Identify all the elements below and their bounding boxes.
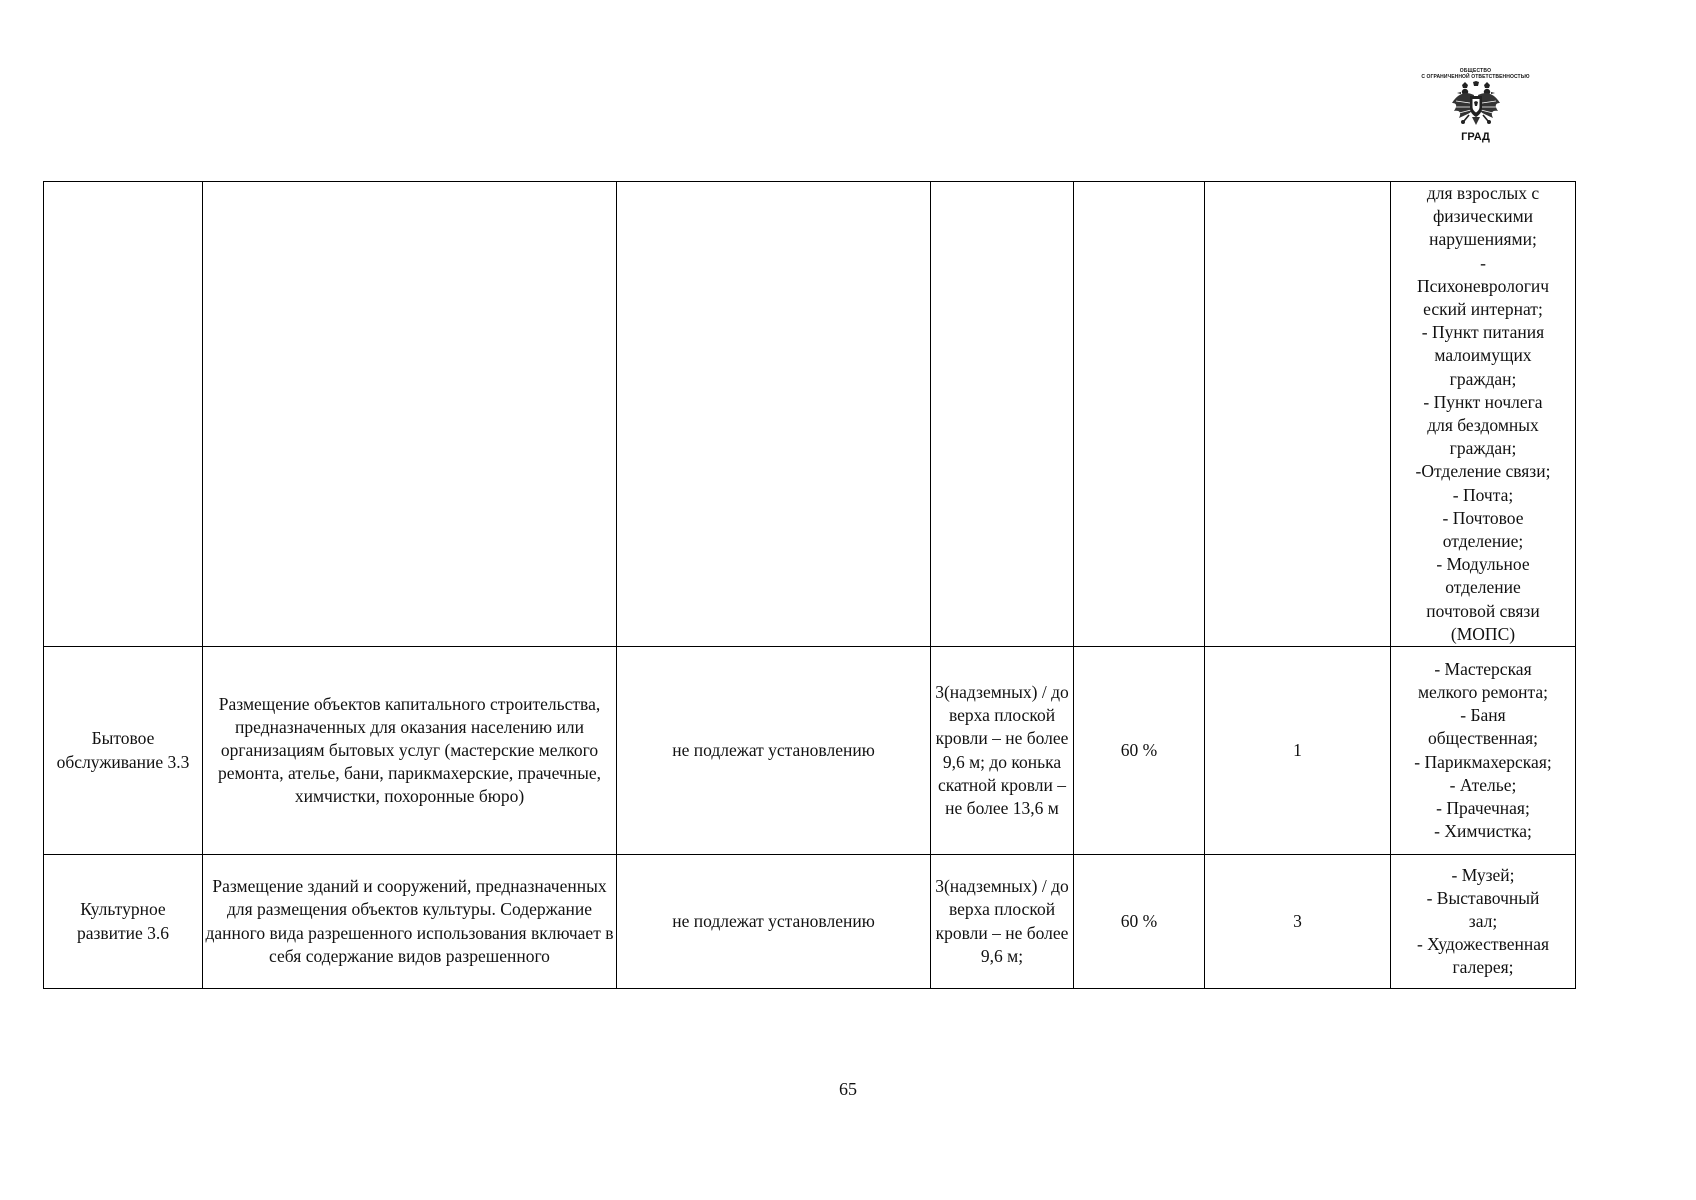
object-line: - Ателье; [1449,774,1517,795]
cell-description [203,182,617,647]
object-line: - Химчистка; [1434,821,1532,842]
object-line: общественная; [1427,728,1539,749]
company-logo [1393,68,1558,154]
object-line: - Музей; [1451,864,1515,885]
object-line: галерея; [1452,957,1514,978]
object-line: - Почта; [1452,484,1514,505]
object-line: нарушениями; [1429,229,1537,250]
table-row [44,855,1576,989]
cell-objects [1391,855,1576,989]
cell-parking [1205,182,1391,647]
cell-description: Размещение зданий и сооружений, предназначенных для размещения объектов культуры. Содержание данного вида разрешенного использования включает в себя содержание видов разрешенного [203,855,617,989]
cell-objects [1391,647,1576,855]
object-line: граждан; [1449,368,1517,389]
object-line: отделение [1445,577,1521,598]
object-line: - Выставочный [1426,887,1540,908]
object-line: - Парикмахерская; [1414,751,1552,772]
cell-floors [931,182,1074,647]
object-line: (МОПС) [1450,623,1516,644]
object-line: почтовой связи [1426,600,1540,621]
cell-floors: 3(надземных) / до верха плоской кровли – не более 9,6 м; [931,855,1074,989]
object-line: еский интернат; [1423,299,1543,320]
cell-objects [1391,182,1576,647]
cell-parameters: не подлежат установлению [617,647,931,855]
object-line: - Пункт питания [1421,322,1545,343]
object-line: для взрослых с [1426,183,1540,203]
object-line: физическими [1432,206,1534,227]
object-line: - Модульное [1436,554,1530,575]
object-line: - Почтовое [1442,507,1524,528]
object-line: малоимущих [1434,345,1532,366]
object-line: - Мастерская [1434,658,1532,679]
table-row [44,647,1576,855]
logo-line-1: ОБЩЕСТВО [1459,68,1492,74]
object-line: для бездомных [1427,415,1539,436]
land-use-table [43,181,1576,989]
cell-coverage [1074,182,1205,647]
double-headed-eagle-icon [1450,81,1502,131]
cell-coverage: 60 % [1074,855,1205,989]
object-line: граждан; [1449,438,1517,459]
logo-company-name: ГРАД [1461,131,1490,143]
object-line: зал; [1468,910,1498,931]
object-line: Психоневрологич [1416,275,1550,296]
object-line: -Отделение связи; [1415,461,1551,482]
object-line: мелкого ремонта; [1417,681,1548,702]
cell-description: Размещение объектов капитального строительства, предназначенных для оказания населению или организациям бытовых услуг (мастерские мелкого ремонта, ателье, бани, парикмахерские, прачечные, химчистки, похоронные бюро) [203,647,617,855]
cell-use-name: Бытовое обслуживание 3.3 [44,647,203,855]
object-line: - [1480,252,1486,273]
page-number: 65 [839,1079,857,1099]
cell-use-name: Культурное развитие 3.6 [44,855,203,989]
cell-parameters [617,182,931,647]
logo-line-2: С ОГРАНИЧЕННОЙ ОТВЕТСТВЕННОСТЬЮ [1421,74,1530,80]
cell-parking: 1 [1205,647,1391,855]
object-line: - Пункт ночлега [1423,391,1543,412]
cell-coverage: 60 % [1074,647,1205,855]
table-row [44,182,1576,647]
object-line: отделение; [1442,531,1524,552]
cell-parking: 3 [1205,855,1391,989]
cell-parameters: не подлежат установлению [617,855,931,989]
cell-use-name [44,182,203,647]
cell-floors: 3(надземных) / до верха плоской кровли – не более 9,6 м; до конька скатной кровли – не более 13,6 м [931,647,1074,855]
object-line: - Прачечная; [1436,797,1530,818]
object-line: - Художественная [1416,934,1550,955]
object-line: - Баня [1460,705,1506,726]
